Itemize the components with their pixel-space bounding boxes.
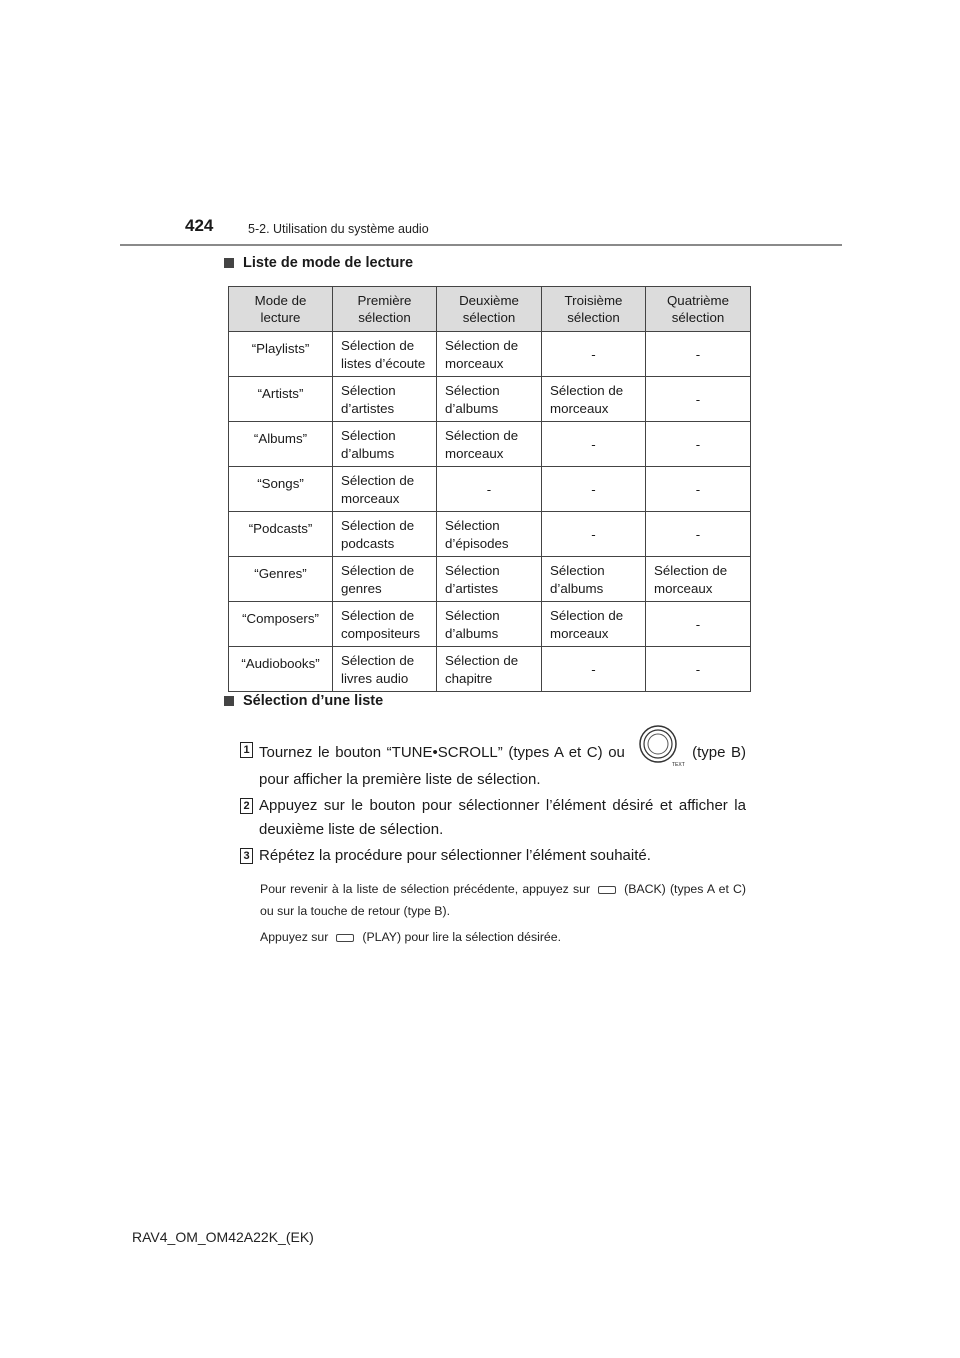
mode-cell: “Podcasts” (229, 512, 333, 557)
step-number: 2 (240, 798, 253, 814)
selection-cell: - (646, 377, 751, 422)
selection-cell: Sélection de morceaux (437, 422, 542, 467)
table-row (229, 422, 751, 467)
mode-cell: “Artists” (229, 377, 333, 422)
selection-cell: Sélection de podcasts (333, 512, 437, 557)
step-text: Appuyez sur le bouton pour sélectionner l’élément désiré et afficher la deuxième liste de sélection. (259, 797, 746, 838)
mode-cell: “Composers” (229, 602, 333, 647)
table-header-row (229, 287, 751, 332)
selection-cell: - (542, 422, 646, 467)
selection-cell: Sélection d’épisodes (437, 512, 542, 557)
selection-cell: - (646, 647, 751, 692)
selection-cell: - (542, 332, 646, 377)
selection-cell: - (542, 512, 646, 557)
table-header-cell: Quatrième sélection (646, 287, 751, 332)
table-row (229, 647, 751, 692)
selection-cell: Sélection de listes d’écoute (333, 332, 437, 377)
step-number: 1 (240, 742, 253, 758)
mode-cell: “Albums” (229, 422, 333, 467)
selection-cell: Sélection d’albums (437, 602, 542, 647)
note-text: (PLAY) pour lire la sélection désirée. (362, 930, 562, 944)
step-item (240, 844, 746, 868)
notes (260, 878, 746, 952)
note-text: Pour revenir à la liste de sélection précédente, appuyez sur (260, 882, 591, 896)
table-header-cell: Première sélection (333, 287, 437, 332)
selection-cell: Sélection de livres audio (333, 647, 437, 692)
knob-label: TEXT (671, 762, 685, 768)
subheading-playback-modes (224, 255, 413, 271)
mode-cell: “Genres” (229, 557, 333, 602)
square-bullet-icon (224, 258, 234, 268)
selection-cell: Sélection d’artistes (333, 377, 437, 422)
note-play (260, 926, 746, 948)
table-row (229, 377, 751, 422)
step-item (240, 738, 746, 792)
selection-cell: Sélection de morceaux (542, 377, 646, 422)
mode-cell: “Songs” (229, 467, 333, 512)
selection-cell: Sélection de morceaux (542, 602, 646, 647)
note-text: (BACK) (types A et C) ou sur la touche de retour (type B). (260, 882, 747, 918)
selection-cell: Sélection d’albums (542, 557, 646, 602)
table-header-cell: Mode de lecture (229, 287, 333, 332)
table-row (229, 332, 751, 377)
note-text: Appuyez sur (260, 930, 329, 944)
selection-cell: - (646, 467, 751, 512)
step-item (240, 794, 746, 842)
selection-cell: Sélection d’artistes (437, 557, 542, 602)
square-bullet-icon (224, 696, 234, 706)
page-number: 424 (185, 216, 214, 235)
step-text-part: Tournez le bouton “TUNE•SCROLL” (types A et C) ou (259, 743, 625, 761)
selection-cell: Sélection d’albums (333, 422, 437, 467)
tune-scroll-knob-icon (637, 724, 685, 768)
subheading-list-selection (224, 693, 383, 709)
selection-cell: Sélection de compositeurs (333, 602, 437, 647)
selection-cell: Sélection de morceaux (437, 332, 542, 377)
selection-cell: Sélection d’albums (437, 377, 542, 422)
subheading-text: Liste de mode de lecture (243, 255, 414, 271)
table-row (229, 467, 751, 512)
note-back (260, 878, 746, 922)
subheading-text: Sélection d’une liste (243, 693, 384, 709)
selection-cell: - (542, 467, 646, 512)
step-list (240, 738, 746, 870)
selection-cell: - (646, 332, 751, 377)
selection-cell: Sélection de morceaux (333, 467, 437, 512)
selection-cell: - (646, 602, 751, 647)
header-rule (120, 244, 842, 246)
step-text-part: (type B) pour afficher la première liste de sélection. (259, 743, 747, 788)
playback-mode-table (228, 286, 751, 692)
selection-cell: Sélection de morceaux (646, 557, 751, 602)
mode-cell: “Playlists” (229, 332, 333, 377)
mode-cell: “Audiobooks” (229, 647, 333, 692)
selection-cell: - (646, 512, 751, 557)
selection-cell: - (437, 467, 542, 512)
step-number: 3 (240, 848, 253, 864)
selection-cell: - (542, 647, 646, 692)
play-button-icon (336, 934, 354, 942)
selection-cell: Sélection de chapitre (437, 647, 542, 692)
step-text (259, 738, 746, 792)
selection-cell: Sélection de genres (333, 557, 437, 602)
table-row (229, 512, 751, 557)
table-row (229, 602, 751, 647)
section-header: 5-2. Utilisation du système audio (248, 222, 429, 236)
step-text: Répétez la procédure pour sélectionner l’élément souhaité. (259, 847, 651, 864)
selection-cell: - (646, 422, 751, 467)
table-header-cell: Troisième sélection (542, 287, 646, 332)
table-row (229, 557, 751, 602)
footer-code: RAV4_OM_OM42A22K_(EK) (132, 1229, 314, 1245)
table-header-cell: Deuxième sélection (437, 287, 542, 332)
back-button-icon (598, 886, 616, 894)
